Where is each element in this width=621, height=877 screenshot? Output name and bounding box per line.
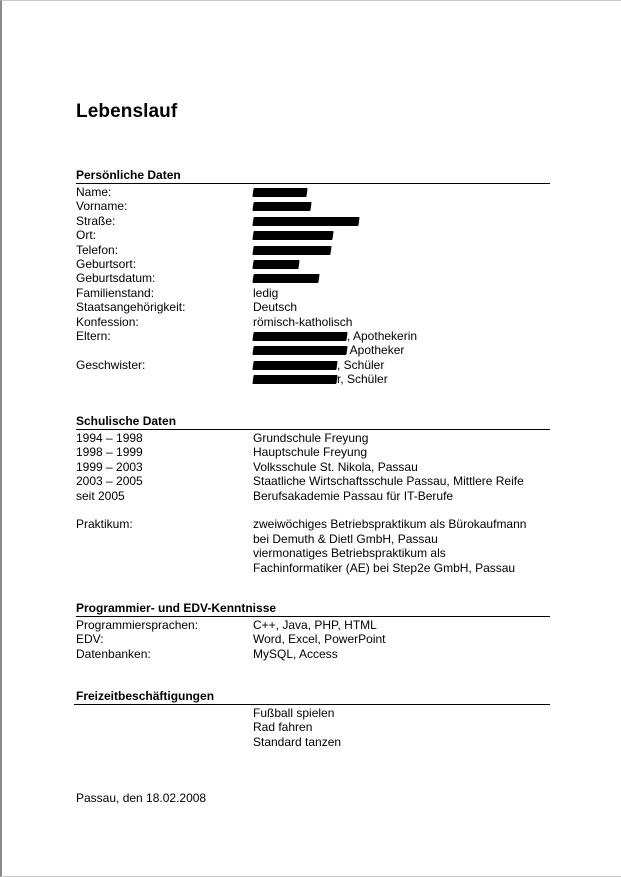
school-row — [76, 431, 550, 445]
row-value: römisch-katholisch — [253, 314, 353, 329]
redacted-block — [252, 188, 307, 197]
internship-line: bei Demuth & Dietl GmbH, Passau — [253, 531, 438, 546]
redacted-block — [252, 231, 333, 240]
closing-place-date: Passau, den 18.02.2008 — [76, 791, 207, 805]
row-value: Word, Excel, PowerPoint — [253, 632, 386, 647]
row-value: Berufsakademie Passau für IT-Berufe — [253, 488, 454, 503]
school-row — [76, 445, 550, 459]
row-label: seit 2005 — [76, 488, 125, 503]
row-label: EDV: — [76, 632, 104, 647]
redacted-block — [252, 274, 319, 283]
row-label: Geburtsdatum: — [76, 271, 156, 286]
personal-row-city — [76, 228, 550, 242]
section-skills — [76, 601, 550, 661]
hobby-text: Standard tanzen — [253, 734, 342, 749]
internship-line: Fachinformatiker (AE) bei Step2e GmbH, Passau — [253, 560, 516, 575]
hobby-text: Fußball spielen — [253, 706, 335, 720]
row-label: 1994 – 1998 — [76, 431, 143, 445]
row-value: , Schüler — [337, 357, 385, 372]
row-label: Staatsangehörigkeit: — [76, 300, 186, 315]
row-value: MySQL, Access — [253, 646, 338, 661]
row-label: Programmiersprachen: — [76, 618, 199, 632]
personal-row-birthdate — [76, 271, 550, 285]
row-value: Grundschule Freyung — [253, 431, 369, 445]
row-value: Deutsch — [253, 300, 298, 315]
row-value: Hauptschule Freyung — [253, 445, 368, 460]
row-label: 2003 – 2005 — [76, 474, 143, 489]
school-row — [76, 460, 550, 474]
personal-row-phone — [76, 243, 550, 257]
personal-row-religion — [76, 315, 550, 329]
internship-row — [76, 517, 550, 531]
redacted-block — [252, 332, 347, 341]
school-row — [76, 489, 550, 503]
redacted-block — [252, 375, 337, 384]
skills-row — [76, 647, 550, 661]
redacted-block — [252, 202, 311, 211]
row-value: Staatliche Wirtschaftsschule Passau, Mittlere Reife — [253, 474, 524, 489]
personal-row-siblings-2 — [76, 372, 550, 386]
row-label: Name: — [76, 185, 112, 199]
row-label: Familienstand: — [76, 285, 155, 300]
row-value: r, Schüler — [337, 372, 388, 387]
internship-row — [76, 561, 550, 575]
personal-row-nationality — [76, 300, 550, 314]
skills-row — [76, 632, 550, 646]
section-heading-hobbies: Freizeitbeschäftigungen — [74, 689, 550, 705]
redacted-block — [252, 346, 347, 355]
hobby-item — [76, 735, 550, 749]
row-value: , Apothekerin — [347, 328, 418, 343]
personal-row-birthplace — [76, 257, 550, 271]
row-label: Straße: — [76, 213, 116, 228]
row-label: 1998 – 1999 — [76, 445, 143, 460]
redacted-block — [252, 217, 359, 226]
hobby-text: Rad fahren — [253, 720, 313, 735]
row-label: Eltern: — [76, 328, 111, 343]
personal-row-parents — [76, 329, 550, 343]
internship-line: viermonatiges Betriebspraktikum als — [253, 546, 446, 561]
internship-row — [76, 532, 550, 546]
row-label: Telefon: — [76, 242, 119, 257]
row-label: Geschwister: — [76, 357, 146, 372]
section-personal-data — [76, 168, 550, 386]
redacted-block — [252, 361, 337, 370]
row-value: ledig — [253, 285, 279, 300]
redacted-block — [252, 246, 331, 255]
row-value: Volksschule St. Nikola, Passau — [253, 459, 418, 474]
internship-label: Praktikum: — [76, 517, 133, 532]
personal-row-siblings — [76, 358, 550, 372]
row-label: Konfession: — [76, 314, 139, 329]
personal-row-parents-2 — [76, 343, 550, 357]
redacted-block — [252, 260, 299, 269]
section-school-data — [76, 414, 550, 575]
row-label: Vorname: — [76, 199, 128, 214]
section-heading-skills: Programmier- und EDV-Kenntnisse — [76, 601, 550, 617]
row-label: 1999 – 2003 — [76, 459, 143, 474]
personal-row-name — [76, 185, 550, 199]
personal-row-marital — [76, 286, 550, 300]
section-heading-personal: Persönliche Daten — [76, 168, 550, 184]
skills-row — [76, 618, 550, 632]
hobby-item — [76, 706, 550, 720]
school-row — [76, 474, 550, 488]
row-label: Ort: — [76, 228, 96, 243]
internship-line: zweiwöchiges Betriebspraktikum als Bürokaufmann — [253, 517, 527, 532]
spacer — [76, 503, 550, 517]
internship-row — [76, 546, 550, 560]
section-heading-school: Schulische Daten — [76, 414, 550, 430]
personal-row-firstname — [76, 199, 550, 213]
row-value: C++, Java, PHP, HTML — [253, 618, 377, 632]
row-label: Datenbanken: — [76, 646, 151, 661]
personal-row-street — [76, 214, 550, 228]
document-title: Lebenslauf — [76, 101, 178, 122]
row-value: Apotheker — [349, 343, 405, 358]
row-label: Geburtsort: — [76, 256, 137, 271]
hobby-item — [76, 720, 550, 734]
section-hobbies — [76, 689, 550, 749]
